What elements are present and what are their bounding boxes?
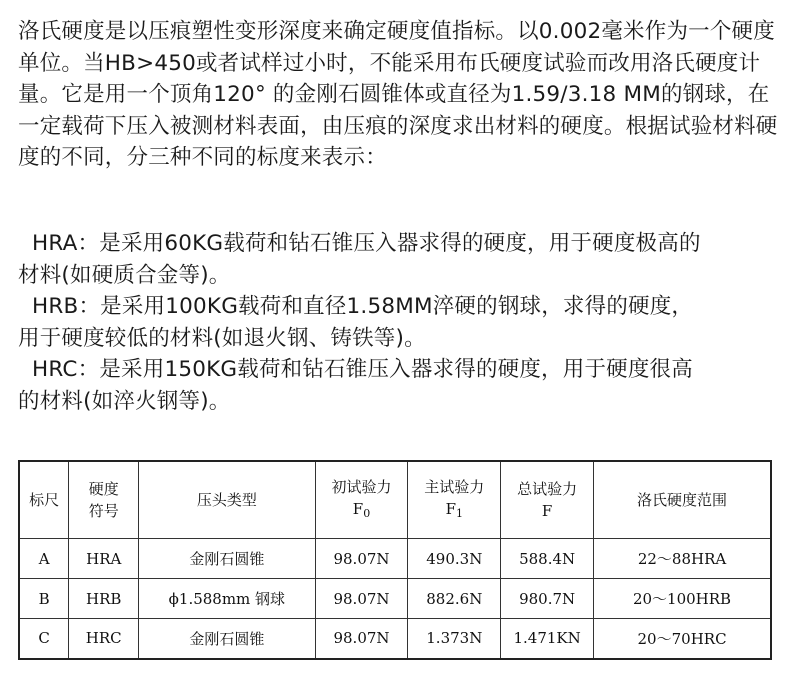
cell-indenter: 金刚石圆锥 — [139, 619, 315, 659]
cell-indenter: 金刚石圆锥 — [139, 539, 315, 579]
scale-hra-description — [18, 228, 778, 291]
cell-hardness-range: 20～100HRB — [594, 579, 771, 619]
header-initial-force — [315, 461, 408, 539]
scale-hrc-line-1: HRC：是采用150KG载荷和钻石锥压入器求得的硬度，用于硬度很高 — [32, 357, 693, 382]
cell-symbol: HRC — [69, 619, 139, 659]
header-total-force — [501, 461, 594, 539]
table-header-row — [19, 461, 771, 539]
cell-main-force: 490.3N — [408, 539, 501, 579]
scale-hra-line-2: 材料(如硬质合金等)。 — [18, 262, 231, 288]
header-hardness-range: 洛氏硬度范围 — [594, 461, 771, 539]
header-scale: 标尺 — [19, 461, 69, 539]
cell-symbol: HRB — [69, 579, 139, 619]
header-main-force-symbol: F — [445, 499, 457, 518]
rockwell-hardness-table — [18, 460, 772, 660]
cell-total-force: 980.7N — [501, 579, 594, 619]
cell-main-force: 1.373N — [408, 619, 501, 659]
intro-paragraph: 洛氏硬度是以压痕塑性变形深度来确定硬度值指标。以0.002毫米作为一个硬度单位。当HB>450或者试样过小时，不能采用布氏硬度试验而改用洛氏硬度计量。它是用一个顶角120° 的金刚石圆锥体或直径为1.59/3.18 MM的钢球，在一定载荷下压入被测材料表面，由压痕的深度求出材料的硬度。根据试验材料硬度的不同，分三种不同的标度来表示： — [18, 19, 778, 170]
scale-hrb-description — [18, 291, 778, 354]
header-main-force — [408, 461, 501, 539]
header-total-force-symbol: F — [541, 502, 553, 520]
header-initial-force-subscript: 0 — [363, 506, 371, 520]
cell-hardness-range: 22～88HRA — [594, 539, 771, 579]
header-main-force-subscript: 1 — [456, 506, 464, 520]
scale-hrc-line-2: 的材料(如淬火钢等)。 — [18, 388, 231, 414]
header-indenter: 压头类型 — [139, 461, 315, 539]
cell-scale: C — [19, 619, 69, 659]
cell-initial-force: 98.07N — [315, 539, 408, 579]
cell-symbol: HRA — [69, 539, 139, 579]
cell-initial-force: 98.07N — [315, 579, 408, 619]
table-header — [19, 461, 771, 539]
cell-hardness-range: 20～70HRC — [594, 619, 771, 659]
header-symbol — [69, 461, 139, 539]
scale-hra-line-1: HRA：是采用60KG载荷和钻石锥压入器求得的硬度，用于硬度极高的 — [32, 231, 701, 256]
header-initial-force-label: 初试验力 — [331, 477, 392, 496]
table-row — [19, 579, 771, 619]
header-symbol-line-1: 硬度 — [88, 480, 119, 498]
cell-scale: B — [19, 579, 69, 619]
cell-indenter: ϕ1.588mm 钢球 — [139, 579, 315, 619]
cell-main-force: 882.6N — [408, 579, 501, 619]
table-row — [19, 539, 771, 579]
cell-scale: A — [19, 539, 69, 579]
scale-hrb-line-2: 用于硬度较低的材料(如退火钢、铸铁等)。 — [18, 325, 426, 351]
scale-hrb-line-1: HRB：是采用100KG载荷和直径1.58MM淬硬的钢球，求得的硬度， — [32, 294, 694, 319]
header-total-force-label: 总试验力 — [517, 480, 578, 498]
scale-descriptions — [18, 228, 778, 417]
header-main-force-label: 主试验力 — [424, 477, 485, 496]
scale-hrc-description — [18, 354, 778, 417]
header-symbol-line-2: 符号 — [88, 502, 119, 520]
cell-total-force: 1.471KN — [501, 619, 594, 659]
table-body — [19, 539, 771, 659]
header-initial-force-symbol: F — [352, 499, 364, 518]
cell-initial-force: 98.07N — [315, 619, 408, 659]
table-row — [19, 619, 771, 659]
cell-total-force: 588.4N — [501, 539, 594, 579]
